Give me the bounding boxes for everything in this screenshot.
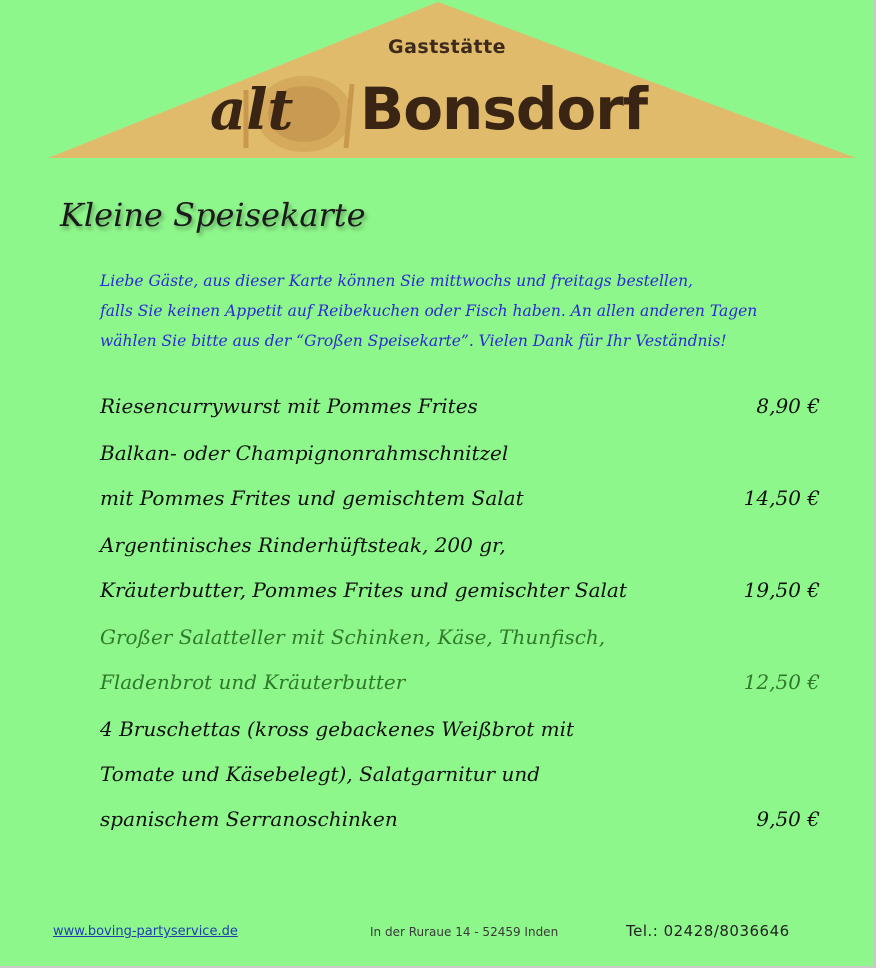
menu-item-line: Balkan- oder Champignonrahmschnitzel [100, 441, 509, 465]
page-title: Kleine Speisekarte [60, 196, 366, 234]
menu-item-line: Großer Salatteller mit Schinken, Käse, Thunfisch, [100, 625, 606, 649]
menu-item-line: Kräuterbutter, Pommes Frites und gemischter Salat [100, 578, 627, 602]
intro-line: wählen Sie bitte aus der “Großen Speisekarte”. Vielen Dank für Ihr Veständnis! [100, 332, 727, 350]
intro-line: Liebe Gäste, aus dieser Karte können Sie mittwochs und freitags bestellen, [100, 272, 693, 290]
menu-item [100, 384, 820, 429]
menu-item-line: spanischem Serranoschinken [100, 807, 398, 831]
menu-item [100, 615, 820, 705]
menu-item-line: Argentinisches Rinderhüftsteak, 200 gr, [100, 533, 506, 557]
menu-item-line: Tomate und Käsebelegt), Salatgarnitur und [100, 762, 541, 786]
menu-item-line: Fladenbrot und Kräuterbutter [100, 670, 406, 694]
footer-address: In der Ruraue 14 - 52459 Inden [370, 925, 559, 939]
menu-item-line: Riesencurrywurst mit Pommes Frites [100, 394, 478, 418]
menu-list [100, 384, 820, 842]
menu-item-price: 9,50 € [756, 807, 820, 831]
menu-item-price: 19,50 € [743, 578, 820, 602]
menu-item-price: 12,50 € [743, 670, 820, 694]
menu-item [100, 431, 820, 521]
website-link[interactable]: www.boving-partyservice.de [53, 924, 238, 939]
menu-item [100, 523, 820, 613]
intro-line: falls Sie keinen Appetit auf Reibekuchen oder Fisch haben. An allen anderen Tagen [100, 302, 758, 320]
footer-phone: Tel.: 02428/8036646 [626, 922, 790, 940]
brand-subtitle: Gaststätte [388, 36, 507, 58]
menu-item-price: 8,90 € [756, 394, 820, 418]
menu-item-line: 4 Bruschettas (kross gebackenes Weißbrot mit [100, 717, 575, 741]
brand-name: Bonsdorf [360, 75, 648, 143]
brand-script: alt [210, 77, 294, 143]
menu-item [100, 707, 820, 842]
menu-item-price: 14,50 € [743, 486, 820, 510]
menu-item-line: mit Pommes Frites und gemischtem Salat [100, 486, 524, 510]
intro-text [100, 266, 840, 356]
